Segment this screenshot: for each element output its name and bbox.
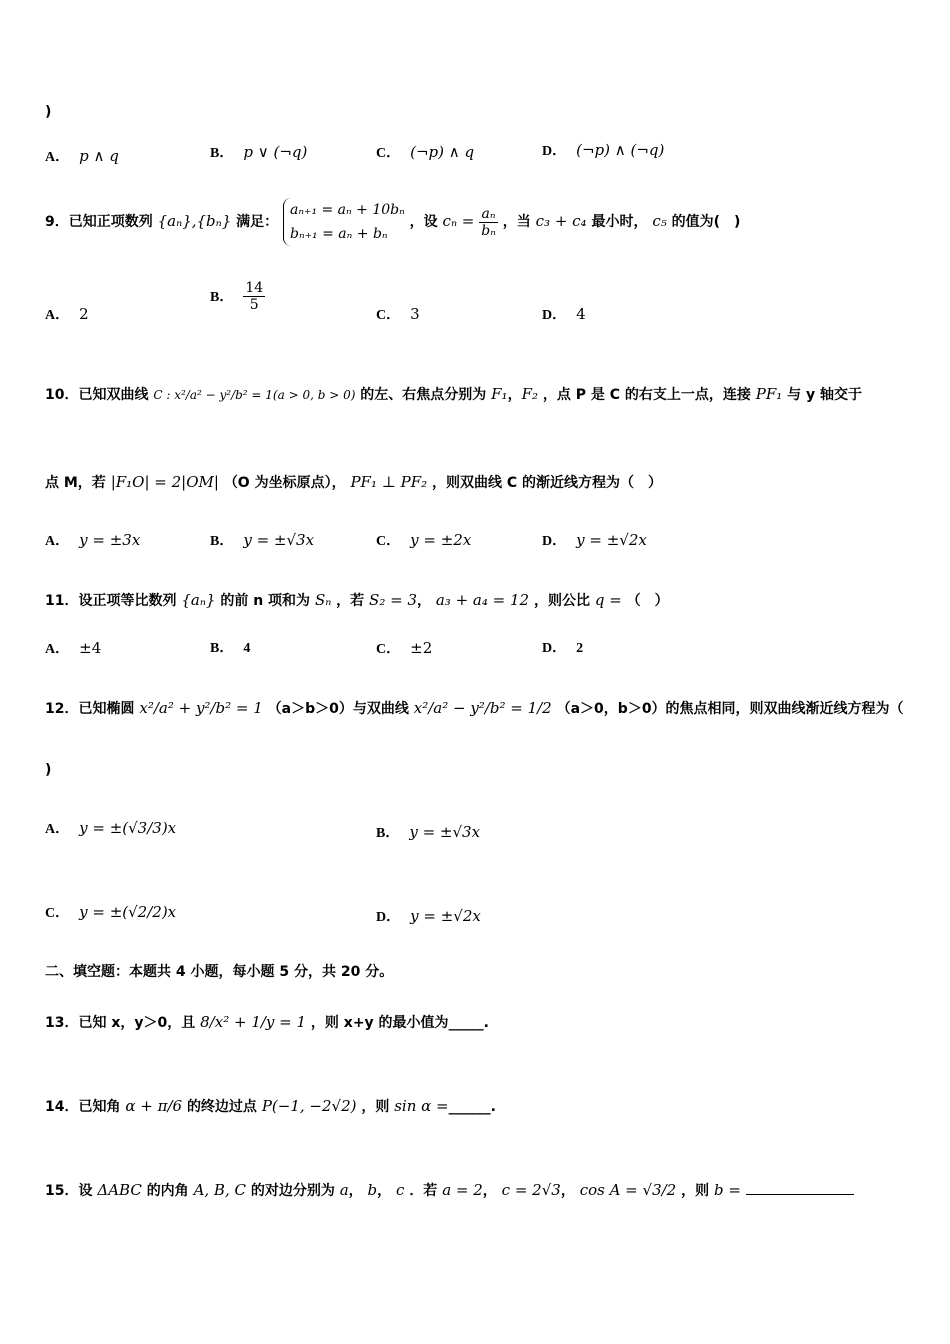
q10-option-d[interactable] <box>542 530 647 552</box>
q10-f2: F₂ <box>521 385 538 403</box>
q11-text-5: （ ） <box>626 593 669 609</box>
q14-answer-blank[interactable]: ______ <box>448 1099 491 1115</box>
option-expr: p ∧ q <box>79 147 119 165</box>
section-heading: 二、填空题：本题共 4 小题，每小题 5 分，共 20 分。 <box>45 964 394 980</box>
q9-option-c[interactable] <box>376 304 420 326</box>
q15-angles: A, B, C <box>193 1181 246 1199</box>
q14-point: P(−1, −2√2) <box>261 1097 357 1115</box>
q15-text-1: 设 <box>78 1183 93 1199</box>
option-expr: y = ±√2x <box>410 907 481 925</box>
option-label: A． <box>45 822 70 837</box>
q12-text-2: （a＞b＞0）与双曲线 <box>267 701 409 717</box>
option-label: B． <box>210 641 234 656</box>
q10-pf1: PF₁ <box>755 385 783 403</box>
option-expr: 4 <box>243 641 251 656</box>
numerator: aₙ <box>479 206 498 223</box>
q10-stem-line-1 <box>45 384 862 405</box>
q11-condition-2: a₃ + a₄ = 12 <box>435 591 530 609</box>
option-expr: 2 <box>79 305 89 323</box>
q15-separator: ， <box>348 1183 363 1199</box>
option-expr: ±4 <box>79 639 102 657</box>
q9-text-2: 满足： <box>236 214 279 230</box>
q15-cos-a: cos A = √3/2 <box>579 1181 677 1199</box>
option-expr: y = ±√3x <box>409 823 481 841</box>
q13-text-2: ，则 x+y 的最小值为 <box>310 1015 449 1031</box>
q9-option-b[interactable] <box>210 280 265 313</box>
option-expr: 3 <box>410 305 420 323</box>
denominator: bₙ <box>481 222 496 239</box>
q10-option-b[interactable] <box>210 530 314 552</box>
q10-text-7: ，则双曲线 C 的渐近线方程为（ ） <box>432 475 663 491</box>
q10-text-3: ，点 P 是 C 的右支上一点，连接 <box>542 387 751 403</box>
q12-stem <box>45 698 904 719</box>
option-expr: ±2 <box>410 639 433 657</box>
q15-separator: ， <box>560 1183 575 1199</box>
option-label: A． <box>45 534 70 549</box>
q9-stem <box>45 198 740 246</box>
q15-separator: ， <box>377 1183 392 1199</box>
q14-text-2: 的终边过点 <box>186 1099 257 1115</box>
q15-text-5: ，则 <box>681 1183 710 1199</box>
q14-angle: α + π/6 <box>125 1097 183 1115</box>
q11-text-4: ，则公比 <box>533 593 590 609</box>
q11-sn: Sₙ <box>314 591 332 609</box>
option-label: C． <box>376 146 401 161</box>
q12-option-c[interactable] <box>45 902 176 924</box>
q11-text-3: ，若 <box>336 593 365 609</box>
q8-option-b[interactable] <box>210 142 307 164</box>
option-label: A． <box>45 150 70 165</box>
q12-tail: ) <box>45 762 52 778</box>
q11-option-d[interactable] <box>542 638 593 659</box>
q10-text-1: 已知双曲线 <box>78 387 149 403</box>
q13-answer-blank[interactable]: _____ <box>448 1015 484 1031</box>
option-label: B． <box>210 146 234 161</box>
option-label: D． <box>542 144 567 159</box>
q14-end: . <box>490 1099 496 1115</box>
q10-text-4: 与 y 轴交于 <box>787 387 863 403</box>
option-label: C． <box>376 642 401 657</box>
option-label: C． <box>376 534 401 549</box>
q14-text-3: ，则 <box>361 1099 390 1115</box>
q15-side-b: b <box>367 1181 378 1199</box>
option-expr: 4 <box>576 305 586 323</box>
q11-text-1: 设正项等比数列 <box>78 593 177 609</box>
q11-separator: ， <box>416 593 431 609</box>
q10-text-6: （O 为坐标原点）， <box>223 475 346 491</box>
question-number: 13． <box>45 1015 79 1031</box>
option-label: D． <box>542 308 567 323</box>
q8-option-c[interactable] <box>376 142 474 164</box>
option-label: C． <box>45 906 70 921</box>
q9-c-fraction <box>479 206 498 239</box>
q11-option-c[interactable] <box>376 638 432 660</box>
option-label: D． <box>542 641 567 656</box>
option-label: B． <box>376 826 400 841</box>
question-number: 14． <box>45 1099 79 1115</box>
q15-side-a: a <box>339 1181 349 1199</box>
option-expr: y = ±(√3/3)x <box>79 819 177 837</box>
q9-text-1: 已知正项数列 <box>68 214 153 230</box>
option-label: A． <box>45 642 70 657</box>
q9-c-def: cₙ = <box>442 212 475 230</box>
option-expr: (¬p) ∧ q <box>410 143 475 161</box>
option-label: B． <box>210 534 234 549</box>
question-number: 12． <box>45 701 79 717</box>
q15-side-c: c <box>396 1181 405 1199</box>
q14-text-1: 已知角 <box>78 1099 121 1115</box>
q10-separator: ， <box>507 387 522 403</box>
q13-stem <box>45 1012 489 1033</box>
question-number: 15． <box>45 1183 79 1199</box>
q10-condition: |F₁O| = 2|OM| <box>110 473 219 491</box>
q12-text-3: （a＞0，b＞0）的焦点相同，则双曲线渐近线方程为（ <box>556 701 904 717</box>
question-number: 10． <box>45 387 79 403</box>
q14-sin-expression: sin α = <box>394 1097 449 1115</box>
question-number: 9． <box>45 214 69 230</box>
q15-ask: b = <box>713 1181 741 1199</box>
denominator: 5 <box>249 297 259 313</box>
q10-hyperbola-equation: C : x²/a² − y²/b² = 1(a > 0, b > 0) <box>153 388 356 402</box>
q15-answer-blank[interactable] <box>746 1192 854 1195</box>
q15-condition-c: c = 2√3 <box>501 1181 561 1199</box>
q9-c5: c₅ <box>652 212 667 230</box>
q15-condition-a: a = 2 <box>442 1181 483 1199</box>
q8-option-d[interactable] <box>542 140 664 162</box>
q11-option-b[interactable] <box>210 638 260 659</box>
option-expr: y = ±√2x <box>576 531 647 549</box>
q8-tail: ) <box>45 104 52 120</box>
option-expr: p ∨ (¬q) <box>243 143 308 161</box>
q15-triangle: ΔABC <box>97 1181 142 1199</box>
q11-text-2: 的前 n 项和为 <box>220 593 311 609</box>
q15-separator: ， <box>482 1183 497 1199</box>
option-expr: 2 <box>576 641 584 656</box>
q9-option-d[interactable] <box>542 304 586 326</box>
q13-end: . <box>483 1015 489 1031</box>
q11-option-a[interactable] <box>45 638 101 660</box>
q9-text-6: 的值为( ) <box>671 214 741 230</box>
q9-option-a[interactable] <box>45 304 89 326</box>
q10-f1: F₁ <box>491 385 508 403</box>
q12-hyperbola-equation: x²/a² − y²/b² = 1/2 <box>413 699 552 717</box>
q10-option-c[interactable] <box>376 530 471 552</box>
option-label: A． <box>45 308 70 323</box>
q10-perpendicular: PF₁ ⊥ PF₂ <box>350 473 428 491</box>
option-expr: y = ±2x <box>410 531 472 549</box>
option-label: D． <box>542 534 567 549</box>
q15-stem <box>45 1180 854 1201</box>
option-expr: y = ±(√2/2)x <box>79 903 177 921</box>
q15-text-2: 的内角 <box>146 1183 189 1199</box>
q10-option-a[interactable] <box>45 530 140 552</box>
numerator: 14 <box>245 280 264 296</box>
q9-recurrence-system <box>283 198 405 246</box>
q9-text-5: 最小时， <box>591 214 648 230</box>
q15-text-3: 的对边分别为 <box>250 1183 335 1199</box>
option-label: D． <box>376 910 401 925</box>
q11-condition-1: S₂ = 3 <box>369 591 417 609</box>
option-expr: y = ±3x <box>79 531 141 549</box>
q11-stem <box>45 590 669 611</box>
q9-sequences: {aₙ},{bₙ} <box>157 212 232 230</box>
q10-text-5: 点 M，若 <box>45 475 106 491</box>
q13-text-1: 已知 x，y＞0，且 <box>78 1015 196 1031</box>
q11-sequence: {aₙ} <box>181 591 216 609</box>
q8-option-a[interactable] <box>45 146 119 168</box>
q11-q: q = <box>594 591 622 609</box>
option-expr: y = ±√3x <box>243 531 315 549</box>
option-label: C． <box>376 308 401 323</box>
q9-text-3: ，设 <box>409 214 438 230</box>
option-fraction <box>243 280 265 313</box>
q12-option-a[interactable] <box>45 818 176 840</box>
q12-option-b[interactable] <box>376 822 480 844</box>
q15-text-4: ．若 <box>409 1183 438 1199</box>
q9-recurrence-2: bₙ₊₁ = aₙ + bₙ <box>290 226 388 242</box>
q9-text-4: ，当 <box>502 214 531 230</box>
q12-text-1: 已知椭圆 <box>78 701 135 717</box>
q10-stem-line-2 <box>45 472 662 493</box>
q9-c-sum: c₃ + c₄ <box>535 212 587 230</box>
q9-recurrence-1: aₙ₊₁ = aₙ + 10bₙ <box>290 202 405 218</box>
q14-stem <box>45 1096 496 1117</box>
option-label: B． <box>210 289 234 305</box>
option-expr: (¬p) ∧ (¬q) <box>576 141 665 159</box>
q12-ellipse-equation: x²/a² + y²/b² = 1 <box>139 699 263 717</box>
question-number: 11． <box>45 593 79 609</box>
q13-equation: 8/x² + 1/y = 1 <box>200 1013 307 1031</box>
q10-text-2: 的左、右焦点分别为 <box>360 387 487 403</box>
q12-option-d[interactable] <box>376 906 481 928</box>
